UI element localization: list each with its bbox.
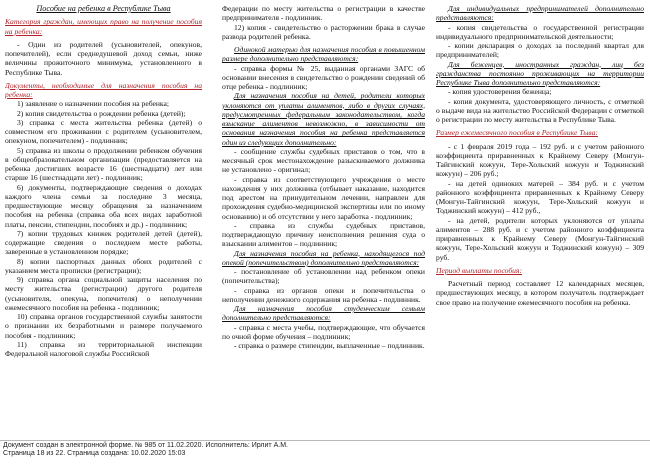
subsection-heading: Для индивидуальных предпринимателей дополнительно представляются: <box>436 4 644 23</box>
paragraph: - Один из родителей (усыновителей, опекунов, попечителей), если среднедушевой доход семьи, ниже величины прожиточного минимума, установленного в Республике Тыва. <box>5 39 202 77</box>
subsection-heading: Одинокой матерью для назначения пособия в повышенном размере дополнительно представляются: <box>222 45 425 64</box>
text-column-right <box>436 4 644 307</box>
footer-page-info: Страница 18 из 22. Страница создана: 10.02.2020 15:03 <box>3 450 186 458</box>
paragraph: - сообщение службы судебных приставов о том, что в месячный срок местонахождение разыскиваемого должника не установлено - оригинал; <box>222 146 425 175</box>
paragraph: - на детей, родители которых уклоняются от уплаты алиментов – 288 руб. и с учетом районного коэффициента приравненных к Крайнему Северу (Монгун-Тайгинский кожуун, Тере-Хольский кожуун и Тоджинский кожуун) – 309 руб. <box>436 215 644 262</box>
paragraph: - на детей одиноких матерей – 384 руб. и с учетом районного коэффициента приравненных к Крайнему Северу (Монгун-Тайгинский кожуун, Тере-Хольский кожуун и Тоджинский кожуун) – 412 руб., <box>436 178 644 216</box>
section-heading: Категория граждан, имеющих право на получение пособия на ребенка: <box>5 17 202 36</box>
paragraph: - справка из органов опеки и попечительства о неполучении денежного содержания на ребенка - подлинник. <box>222 285 425 304</box>
text-column-middle <box>222 4 425 350</box>
document-footer <box>3 442 643 459</box>
paragraph: Расчетный период составляет 12 календарных месяцев, предшествующих месяцу, в котором получатель подтверждает свое право на получение ежемесячного пособия на ребенка. <box>436 279 644 307</box>
paragraph: - копия документа, удостоверяющего личность, с отметкой о выдаче вида на жительство Российской Федерации с отметкой о регистрации по месту жительства в Республике Тыва. <box>436 96 644 124</box>
paragraph: - копии декларация о доходах за последний квартал для предпринимателей; <box>436 41 644 60</box>
paragraph: 7) копии трудовых книжек родителей детей (детей), содержащие сведения о последнем месте работы, заверенные в установленном порядке; <box>5 228 202 257</box>
paragraph: 10) справка органов государственной службы занятости о признании их безработными и размере получаемого пособия - подлинник; <box>5 312 202 340</box>
footer-divider <box>0 440 650 441</box>
paragraph: Федерации по месту жительства о регистрации в качестве предпринимателя - подлинник. <box>222 4 425 23</box>
paragraph: - постановление об установлении над ребенком опеки (попечительства); <box>222 267 425 286</box>
paragraph: 3) справка с места жительства ребенка (детей) о совместном его проживании с родителем (усыновителем, опекуном, попечителем) - подлинник; <box>5 117 202 146</box>
paragraph: 5) справка из школы о продолжении ребенком обучения в общеобразовательном организации (предоставляется на ребенка достигших возрасте 16 (шестнадцати) лет или старше 16 (шестнадцати лет) - подлинник; <box>5 145 202 183</box>
paragraph: - копия удостоверения беженца; <box>448 87 552 97</box>
paragraph: 9) справка органа социальной защиты населения по месту жительства (регистрации) другого родителя (усыновителя, опекуна, попечителя) о неполучении ежемесячного пособия на ребенка - подлинник; <box>5 275 202 312</box>
paragraph: - справка из соответствующего учреждения о месте нахождения у них должника (отбывает наказание, находится под арестом на принудительном лечении, направлен для прохождения судебно-медицинской экспертизы или по иному основанию) и об отсутствии у него заработка - подлинник; <box>222 174 425 221</box>
subsection-heading: Для беженцев, иностранных граждан, лиц без гражданства постоянно проживающих на территории Республике Тыва дополнительно представляются: <box>436 59 644 87</box>
section-heading: Размер ежемесячного пособия в Республике Тыва: <box>436 128 598 138</box>
paragraph: 6) документы, подтверждающие сведения о доходах каждого члена семьи за последние 3 месяца, предшествующие месяцу обращения за назначением пособия на ребенка (справка оба всех видах заработной платы, пенсии, стипендии, пособиях и др.) - подлинник; <box>5 182 202 229</box>
paragraph: 2) копия свидетельства о рождении ребенка (детей); <box>17 108 186 118</box>
paragraph: 1) заявление о назначении пособия на ребенка; <box>17 99 169 109</box>
paragraph: - с 1 февраля 2019 года – 192 руб. и с учетом районного коэффициента приравненных к Крайнему Северу (Монгун-Тайгинский кожуун, Тере-Хольский кожуун и Тоджинский кожуун) – 206 руб.; <box>436 141 644 179</box>
subsection-heading: Для назначения пособия на ребенка, находящегося под опекой (попечительством) дополнительно представляются: <box>222 248 425 267</box>
section-heading: Документы, необходимые для назначения пособия на ребенка: <box>5 80 202 99</box>
paragraph: 11) справка из территориальной инспекции Федеральной налоговой службы Российской <box>5 339 202 358</box>
subsection-heading: Для назначения пособия на детей, родители которых уклоняются от уплаты алиментов, либо в других случаях, предусмотренных федеральным законодательством, когда взыскание алиментов невозможно, в зависимости от основания назначения пособия на ребенка представляется один из следующих дополнительно: <box>222 91 425 147</box>
paragraph: 8) копии паспортных данных обоих родителей с указанием места прописки (регистрации); <box>5 256 202 275</box>
paragraph: 12) копия - свидетельство о расторжении брака в случае развода родителей ребенка. <box>222 22 425 41</box>
paragraph: - справка из службы судебных приставов, подтверждающую причину неисполнения решения суда о взыскании алиментов – подлинник; <box>222 220 425 249</box>
text-column-left <box>5 4 202 358</box>
footer-document-info: Документ создан в электронной форме. № 985 от 11.02.2020. Исполнитель: Ирлит А.М. <box>3 442 288 449</box>
paragraph: - справка с места учебы, подтверждающие, что обучается по очной форме обучения – подлинник; <box>222 322 425 341</box>
section-heading: Пособие на ребенка в Республике Тыва <box>36 4 171 13</box>
paragraph: - справка формы № 25, выданная органами ЗАГС об основании внесения в свидетельство о рождении сведений об отце ребенка - подлинник; <box>222 63 425 91</box>
paragraph: - копия свидетельства о государственной регистрации индивидуального предпринимательской деятельности; <box>436 22 644 41</box>
paragraph: - справка о размере стипендии, выплаченные – подлинник. <box>234 341 425 350</box>
subsection-heading: Для назначения пособия студенческим семьям дополнительно представляются: <box>222 304 425 323</box>
section-heading: Период выплаты пособия: <box>436 265 522 275</box>
